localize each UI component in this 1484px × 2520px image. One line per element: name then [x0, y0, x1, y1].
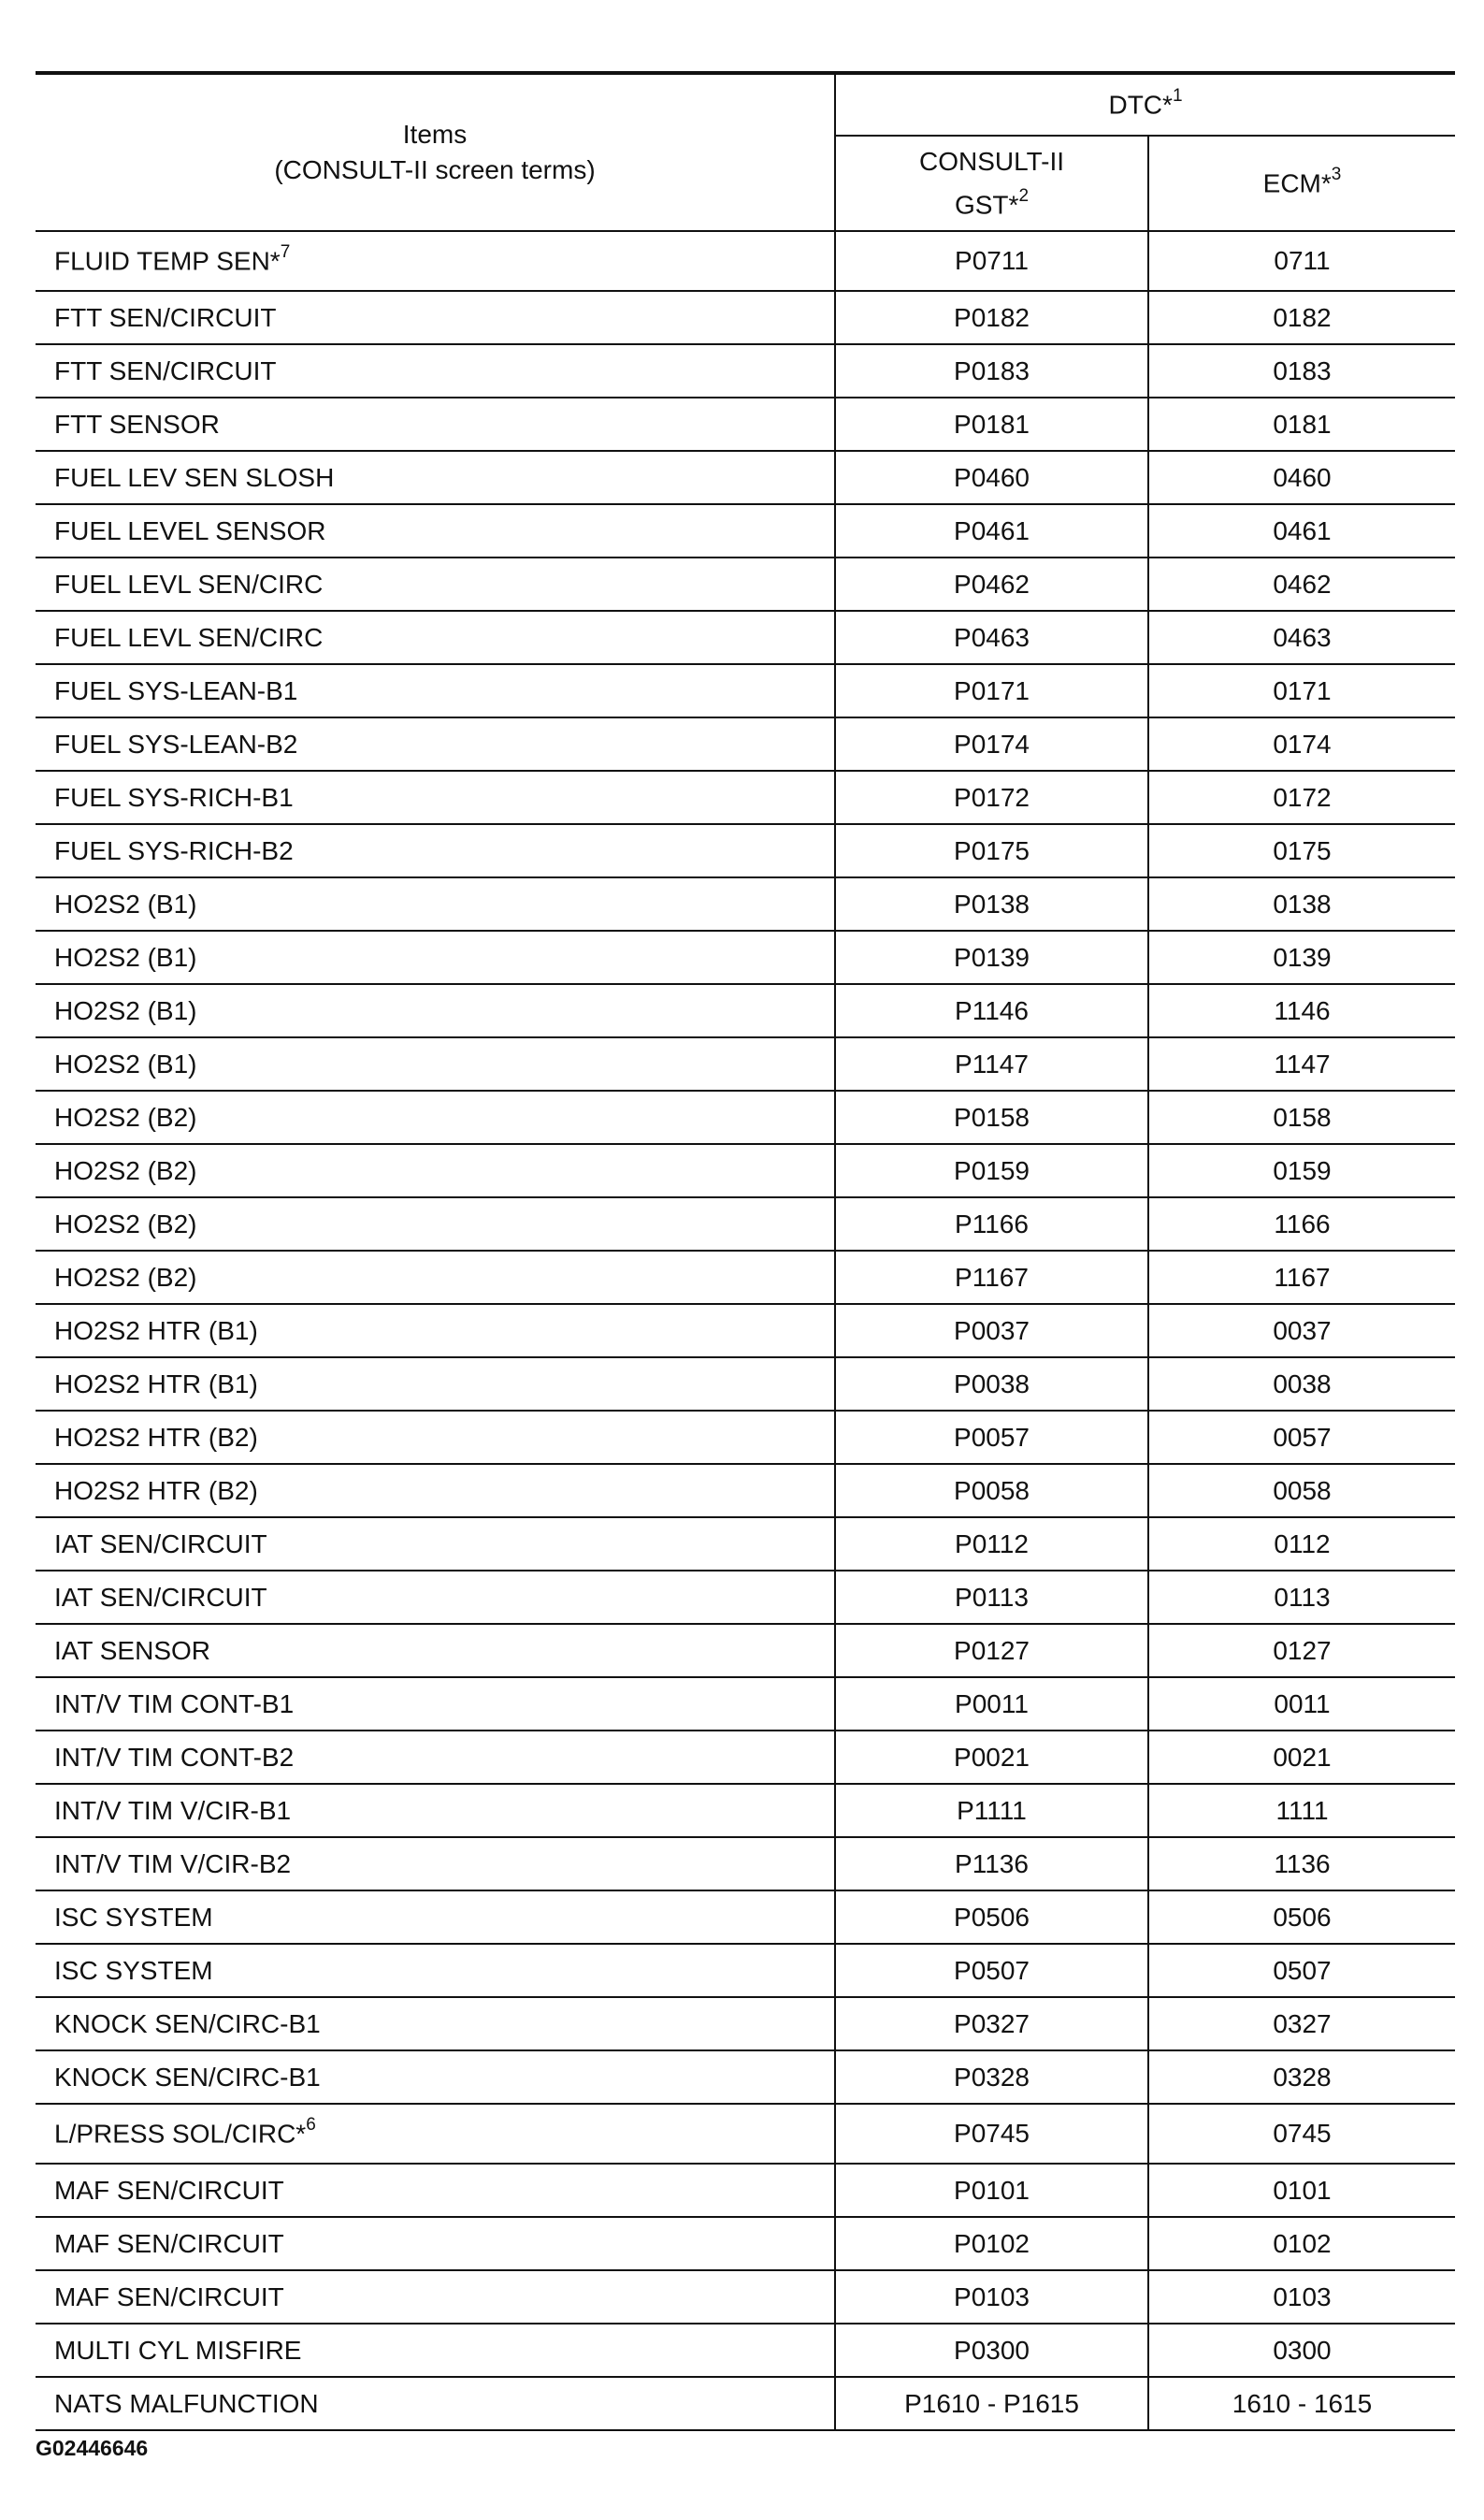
item-cell	[36, 1890, 835, 1944]
table-row	[36, 1251, 1455, 1304]
item-label: KNOCK SEN/CIRC-B1	[54, 2062, 321, 2092]
table-row	[36, 1571, 1455, 1624]
table-row	[36, 1837, 1455, 1890]
table-row	[36, 1784, 1455, 1837]
consult-gst-code: P0112	[835, 1517, 1148, 1571]
table-row	[36, 824, 1455, 877]
item-label: IAT SENSOR	[54, 1635, 211, 1665]
ecm-code: 1166	[1148, 1197, 1455, 1251]
item-cell	[36, 398, 835, 451]
item-label: HO2S2 (B2)	[54, 1209, 197, 1238]
consult-gst-code: P0158	[835, 1091, 1148, 1144]
table-row	[36, 398, 1455, 451]
item-label: FTT SENSOR	[54, 409, 220, 439]
item-cell	[36, 451, 835, 504]
table-row	[36, 504, 1455, 558]
item-label: MAF SEN/CIRCUIT	[54, 2175, 284, 2205]
item-label: HO2S2 (B2)	[54, 1102, 197, 1132]
item-label: NATS MALFUNCTION	[54, 2388, 319, 2418]
consult-gst-code: P0507	[835, 1944, 1148, 1997]
table-row	[36, 2104, 1455, 2164]
table-row	[36, 2324, 1455, 2377]
item-label: INT/V TIM V/CIR-B1	[54, 1795, 292, 1825]
table-body	[36, 231, 1455, 2430]
ecm-code: 0183	[1148, 344, 1455, 398]
gst-footnote-marker: 2	[1018, 185, 1030, 206]
table-row	[36, 1731, 1455, 1784]
table-row	[36, 1411, 1455, 1464]
table-row	[36, 1091, 1455, 1144]
gst-header-label: GST*	[954, 190, 1019, 220]
item-cell	[36, 291, 835, 344]
consult-gst-code: P0057	[835, 1411, 1148, 1464]
item-label: MAF SEN/CIRCUIT	[54, 2281, 284, 2311]
item-cell	[36, 611, 835, 664]
item-cell	[36, 2217, 835, 2270]
ecm-code: 0300	[1148, 2324, 1455, 2377]
consult-gst-code: P0183	[835, 344, 1148, 398]
table-row	[36, 1944, 1455, 1997]
item-label: IAT SEN/CIRCUIT	[54, 1582, 267, 1612]
ecm-code: 0171	[1148, 664, 1455, 717]
item-cell	[36, 1357, 835, 1411]
item-label: FLUID TEMP SEN*	[54, 246, 281, 276]
ecm-code: 1610 - 1615	[1148, 2377, 1455, 2430]
footnote-marker: 7	[280, 242, 291, 263]
consult-gst-code: P0058	[835, 1464, 1148, 1517]
ecm-code: 1136	[1148, 1837, 1455, 1890]
consult-gst-code: P0172	[835, 771, 1148, 824]
ecm-code: 0506	[1148, 1890, 1455, 1944]
ecm-code: 0112	[1148, 1517, 1455, 1571]
item-label: KNOCK SEN/CIRC-B1	[54, 2008, 321, 2038]
item-label: HO2S2 (B2)	[54, 1262, 197, 1292]
ecm-code: 0058	[1148, 1464, 1455, 1517]
item-cell	[36, 771, 835, 824]
ecm-code: 0181	[1148, 398, 1455, 451]
item-cell	[36, 504, 835, 558]
ecm-code: 0158	[1148, 1091, 1455, 1144]
item-cell	[36, 1517, 835, 1571]
item-cell	[36, 1784, 835, 1837]
table-row	[36, 1037, 1455, 1091]
ecm-code: 0711	[1148, 231, 1455, 291]
items-header	[36, 73, 835, 231]
consult-gst-code: P0175	[835, 824, 1148, 877]
figure-id: G02446646	[36, 2436, 149, 2460]
ecm-code: 0159	[1148, 1144, 1455, 1197]
consult-gst-code: P0711	[835, 231, 1148, 291]
table-row	[36, 1677, 1455, 1731]
item-cell	[36, 344, 835, 398]
consult-gst-code: P1136	[835, 1837, 1148, 1890]
item-cell	[36, 2324, 835, 2377]
consult-gst-code: P1111	[835, 1784, 1148, 1837]
item-cell	[36, 1731, 835, 1784]
item-cell	[36, 1997, 835, 2050]
consult-gst-code: P0463	[835, 611, 1148, 664]
item-label: INT/V TIM CONT-B1	[54, 1688, 295, 1718]
consult-gst-code: P0101	[835, 2164, 1148, 2217]
item-label: FUEL LEVL SEN/CIRC	[54, 569, 324, 599]
ecm-code: 1147	[1148, 1037, 1455, 1091]
ecm-code: 0038	[1148, 1357, 1455, 1411]
table-row	[36, 291, 1455, 344]
item-cell	[36, 877, 835, 931]
item-cell	[36, 1197, 835, 1251]
item-cell	[36, 2050, 835, 2104]
ecm-code: 1111	[1148, 1784, 1455, 1837]
ecm-code: 0463	[1148, 611, 1455, 664]
table-row	[36, 231, 1455, 291]
item-label: INT/V TIM V/CIR-B2	[54, 1848, 292, 1878]
consult-gst-code: P0174	[835, 717, 1148, 771]
dtc-header-label: DTC*	[1108, 90, 1173, 120]
ecm-code: 0507	[1148, 1944, 1455, 1997]
item-label: MAF SEN/CIRCUIT	[54, 2228, 284, 2258]
item-label: ISC SYSTEM	[54, 1955, 213, 1985]
consult-gst-code: P0103	[835, 2270, 1148, 2324]
item-label: INT/V TIM CONT-B2	[54, 1742, 295, 1772]
table-row	[36, 1197, 1455, 1251]
item-cell	[36, 231, 835, 291]
table-row	[36, 771, 1455, 824]
ecm-code: 0011	[1148, 1677, 1455, 1731]
item-cell	[36, 2270, 835, 2324]
ecm-code: 0103	[1148, 2270, 1455, 2324]
ecm-header	[1148, 136, 1455, 231]
consult-gst-code: P0506	[835, 1890, 1148, 1944]
item-label: FUEL SYS-RICH-B1	[54, 782, 294, 812]
item-cell	[36, 1677, 835, 1731]
consult-gst-code: P0159	[835, 1144, 1148, 1197]
table-row	[36, 2270, 1455, 2324]
item-label: HO2S2 (B1)	[54, 995, 197, 1025]
item-label: FUEL SYS-LEAN-B1	[54, 675, 298, 705]
consult-gst-code: P0327	[835, 1997, 1148, 2050]
item-cell	[36, 664, 835, 717]
consult-gst-code: P0011	[835, 1677, 1148, 1731]
item-label: HO2S2 (B2)	[54, 1155, 197, 1185]
consult-gst-code: P0139	[835, 931, 1148, 984]
ecm-code: 0460	[1148, 451, 1455, 504]
consult-gst-code: P0461	[835, 504, 1148, 558]
table-row	[36, 451, 1455, 504]
consult-gst-code: P1610 - P1615	[835, 2377, 1148, 2430]
item-cell	[36, 1571, 835, 1624]
item-cell	[36, 1944, 835, 1997]
consult-gst-code: P0037	[835, 1304, 1148, 1357]
consult-gst-header	[835, 136, 1148, 231]
ecm-code: 1167	[1148, 1251, 1455, 1304]
item-cell	[36, 1144, 835, 1197]
table-row	[36, 2164, 1455, 2217]
ecm-code: 1146	[1148, 984, 1455, 1037]
consult-gst-code: P0300	[835, 2324, 1148, 2377]
consult-gst-code: P0460	[835, 451, 1148, 504]
table-row	[36, 558, 1455, 611]
item-label: HO2S2 HTR (B2)	[54, 1475, 258, 1505]
item-label: FTT SEN/CIRCUIT	[54, 302, 277, 332]
item-cell	[36, 2164, 835, 2217]
item-cell	[36, 1837, 835, 1890]
item-label: HO2S2 (B1)	[54, 889, 197, 919]
table-row	[36, 1304, 1455, 1357]
ecm-code: 0021	[1148, 1731, 1455, 1784]
item-label: HO2S2 (B1)	[54, 1049, 197, 1079]
consult-gst-code: P0462	[835, 558, 1148, 611]
item-label: FUEL SYS-RICH-B2	[54, 835, 294, 865]
ecm-code: 0327	[1148, 1997, 1455, 2050]
item-cell	[36, 2104, 835, 2164]
table-row	[36, 984, 1455, 1037]
table-row	[36, 717, 1455, 771]
consult-header-label: CONSULT-II	[918, 146, 1065, 176]
item-cell	[36, 1091, 835, 1144]
ecm-code: 0462	[1148, 558, 1455, 611]
item-label: HO2S2 HTR (B1)	[54, 1369, 258, 1398]
consult-gst-code: P1167	[835, 1251, 1148, 1304]
ecm-code: 0037	[1148, 1304, 1455, 1357]
ecm-code: 0745	[1148, 2104, 1455, 2164]
consult-gst-code: P0127	[835, 1624, 1148, 1677]
consult-gst-code: P1146	[835, 984, 1148, 1037]
dtc-table	[36, 71, 1455, 2431]
item-cell	[36, 558, 835, 611]
ecm-code: 0461	[1148, 504, 1455, 558]
item-label: IAT SEN/CIRCUIT	[54, 1528, 267, 1558]
table-row	[36, 2050, 1455, 2104]
ecm-header-label: ECM*	[1262, 168, 1332, 198]
table-row	[36, 1144, 1455, 1197]
table-row	[36, 1357, 1455, 1411]
ecm-code: 0113	[1148, 1571, 1455, 1624]
consult-gst-code: P0328	[835, 2050, 1148, 2104]
consult-gst-code: P1166	[835, 1197, 1148, 1251]
item-label: FUEL LEVEL SENSOR	[54, 515, 326, 545]
table-row	[36, 2217, 1455, 2270]
item-label: FUEL LEVL SEN/CIRC	[54, 622, 324, 652]
item-cell	[36, 824, 835, 877]
ecm-code: 0139	[1148, 931, 1455, 984]
item-label: FUEL LEV SEN SLOSH	[54, 462, 335, 492]
item-cell	[36, 1464, 835, 1517]
consult-gst-code: P0745	[835, 2104, 1148, 2164]
ecm-code: 0101	[1148, 2164, 1455, 2217]
consult-gst-code: P0113	[835, 1571, 1148, 1624]
item-label: HO2S2 HTR (B1)	[54, 1315, 258, 1345]
table-row	[36, 611, 1455, 664]
items-header-sublabel: (CONSULT-II screen terms)	[274, 155, 596, 184]
ecm-code: 0138	[1148, 877, 1455, 931]
table-row	[36, 1517, 1455, 1571]
item-cell	[36, 931, 835, 984]
item-label: L/PRESS SOL/CIRC*	[54, 2119, 307, 2149]
item-cell	[36, 1304, 835, 1357]
table-row	[36, 877, 1455, 931]
table-row	[36, 664, 1455, 717]
ecm-footnote-marker: 3	[1331, 165, 1342, 185]
table-row	[36, 2377, 1455, 2430]
ecm-code: 0127	[1148, 1624, 1455, 1677]
item-cell	[36, 1411, 835, 1464]
item-label: FUEL SYS-LEAN-B2	[54, 729, 298, 759]
table-row	[36, 931, 1455, 984]
item-label: MULTI CYL MISFIRE	[54, 2335, 302, 2365]
ecm-code: 0057	[1148, 1411, 1455, 1464]
item-cell	[36, 1037, 835, 1091]
item-cell	[36, 984, 835, 1037]
consult-gst-code: P0181	[835, 398, 1148, 451]
table-header	[36, 73, 1455, 231]
table-row	[36, 1890, 1455, 1944]
items-header-label: Items	[402, 120, 468, 149]
ecm-code: 0174	[1148, 717, 1455, 771]
item-cell	[36, 2377, 835, 2430]
dtc-header	[835, 73, 1455, 136]
item-label: HO2S2 HTR (B2)	[54, 1422, 258, 1452]
consult-gst-code: P0171	[835, 664, 1148, 717]
table-row	[36, 1997, 1455, 2050]
footnote-marker: 6	[306, 2115, 316, 2136]
ecm-code: 0102	[1148, 2217, 1455, 2270]
item-cell	[36, 717, 835, 771]
consult-gst-code: P0102	[835, 2217, 1148, 2270]
item-label: HO2S2 (B1)	[54, 942, 197, 972]
item-label: ISC SYSTEM	[54, 1902, 213, 1932]
consult-gst-code: P0038	[835, 1357, 1148, 1411]
consult-gst-code: P0138	[835, 877, 1148, 931]
table-row	[36, 1624, 1455, 1677]
item-cell	[36, 1251, 835, 1304]
table-row	[36, 1464, 1455, 1517]
ecm-code: 0172	[1148, 771, 1455, 824]
dtc-footnote-marker: 1	[1172, 86, 1183, 107]
consult-gst-code: P0182	[835, 291, 1148, 344]
item-cell	[36, 1624, 835, 1677]
ecm-code: 0175	[1148, 824, 1455, 877]
table-row	[36, 344, 1455, 398]
consult-gst-code: P0021	[835, 1731, 1148, 1784]
consult-gst-code: P1147	[835, 1037, 1148, 1091]
ecm-code: 0328	[1148, 2050, 1455, 2104]
item-label: FTT SEN/CIRCUIT	[54, 355, 277, 385]
ecm-code: 0182	[1148, 291, 1455, 344]
